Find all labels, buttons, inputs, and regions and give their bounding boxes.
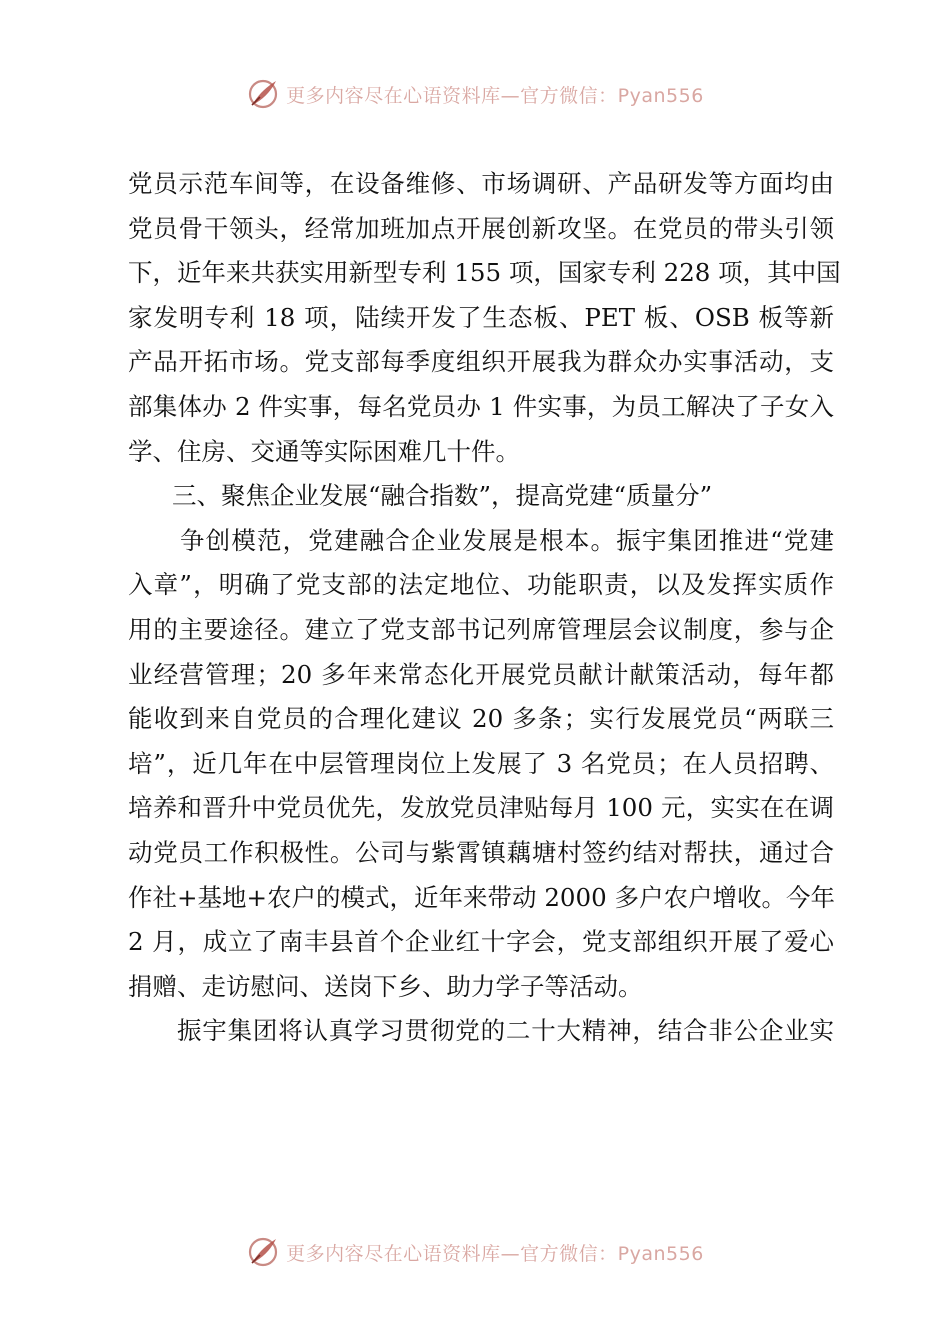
text-line: 作社+基地+农户的模式，近年来带动 2000 多户农户增收。今年: [128, 882, 835, 912]
text-line: 捐赠、走访慰问、送岗下乡、助力学子等活动。: [128, 971, 643, 1001]
banner-text: 更多内容尽在心语资料库—官方微信：Pyan556: [286, 1242, 704, 1265]
text-line: 业经营管理；20 多年来常态化开展党员献计献策活动，每年都: [128, 659, 834, 689]
quill-pen-icon: [246, 1235, 280, 1269]
quill-pen-icon: [246, 77, 280, 111]
text-line: 争创模范，党建融合企业发展是根本。振宇集团推进“党建: [180, 525, 834, 555]
footer-banner: [0, 1232, 950, 1272]
text-line: 部集体办 2 件实事，每名党员办 1 件实事，为员工解决了子女入: [128, 391, 834, 421]
text-line: 用的主要途径。建立了党支部书记列席管理层会议制度，参与企: [128, 614, 834, 644]
text-line: 培养和晋升中党员优先，发放党员津贴每月 100 元，实实在在调: [128, 793, 834, 823]
text-line: 入章”，明确了党支部的法定地位、功能职责，以及发挥实质作: [128, 570, 834, 600]
text-line: 动党员工作积极性。公司与紫霄镇藕塘村签约结对帮扶，通过合: [128, 837, 834, 867]
paragraph-3: [128, 1009, 834, 1054]
text-line: 家发明专利 18 项，陆续开发了生态板、PET 板、OSB 板等新: [128, 302, 834, 332]
text-line: 振宇集团将认真学习贯彻党的二十大精神，结合非公企业实: [177, 1016, 834, 1046]
text-line: 党员示范车间等，在设备维修、市场调研、产品研发等方面均由: [128, 169, 834, 198]
banner-text: 更多内容尽在心语资料库—官方微信：Pyan556: [286, 84, 704, 107]
text-line: 下，近年来共获实用新型专利 155 项，国家专利 228 项，其中国: [128, 258, 841, 288]
text-line: 学、住房、交通等实际困难几十件。: [128, 436, 520, 466]
section-heading: 三、聚焦企业发展“融合指数”，提高党建“质量分”: [172, 481, 713, 511]
text-line: 2 月，成立了南丰县首个企业红十字会，党支部组织开展了爱心: [128, 927, 834, 957]
text-line: 能收到来自党员的合理化建议 20 多条；实行发展党员“两联三: [128, 704, 834, 734]
paragraph-2: [128, 519, 834, 1010]
paragraph-1: [128, 162, 841, 474]
text-line: 产品开拓市场。党支部每季度组织开展我为群众办实事活动，支: [128, 347, 834, 377]
text-line: 培”，近几年在中层管理岗位上发展了 3 名党员；在人员招聘、: [128, 748, 834, 778]
text-line: 党员骨干领头，经常加班加点开展创新攻坚。在党员的带头引领: [128, 213, 834, 243]
header-banner: [0, 74, 950, 114]
document-body: [128, 162, 841, 1054]
